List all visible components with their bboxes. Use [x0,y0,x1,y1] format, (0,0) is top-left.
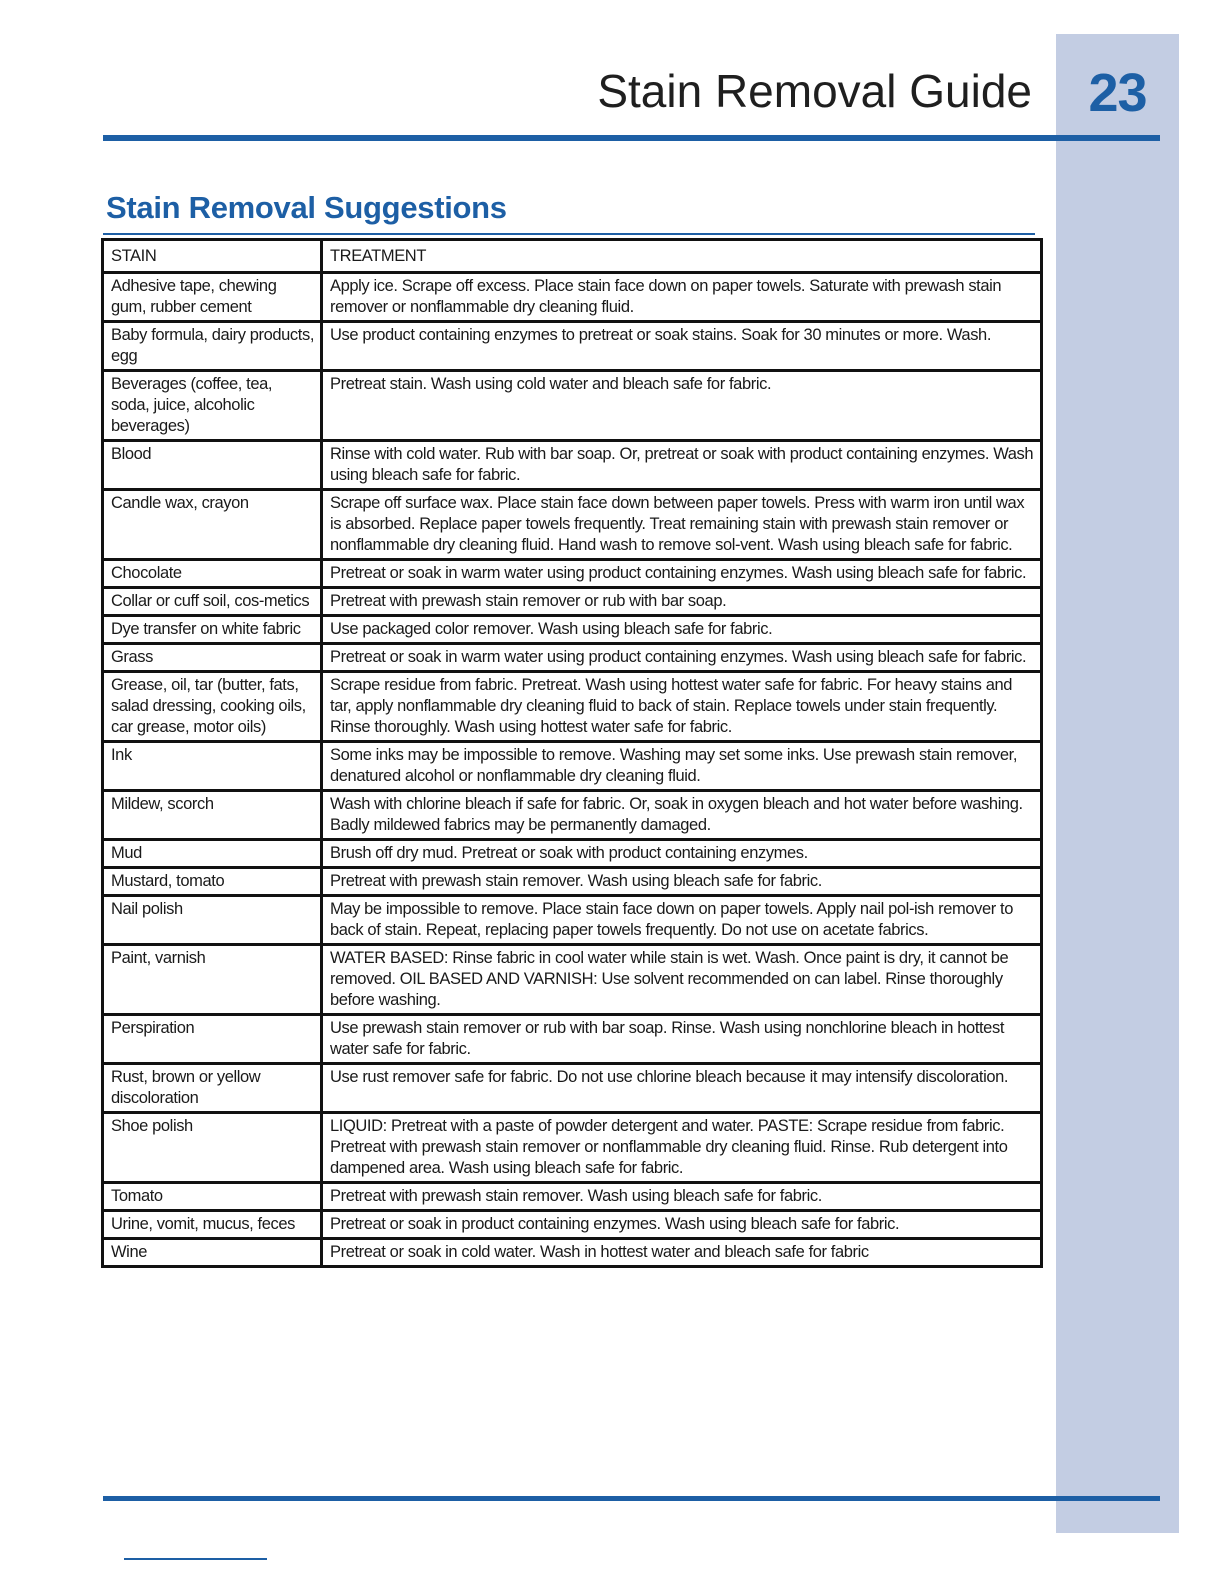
treatment-cell: Pretreat with prewash stain remover. Wash using bleach safe for fabric. [322,1183,1042,1211]
table-row [103,1113,1042,1183]
title-rule [103,135,1160,141]
table-row [103,490,1042,560]
column-header-stain: STAIN [103,240,322,273]
stain-cell: Dye transfer on white fabric [103,616,322,644]
table-row [103,588,1042,616]
treatment-cell: Rinse with cold water. Rub with bar soap. Or, pretreat or soak with product containing enzymes. Wash using bleach safe for fabric. [322,441,1042,490]
table-row [103,1239,1042,1267]
stain-cell: Beverages (coffee, tea, soda, juice, alcoholic beverages) [103,371,322,441]
treatment-cell: Apply ice. Scrape off excess. Place stain face down on paper towels. Saturate with prewash stain remover or nonflammable dry cleaning fluid. [322,273,1042,322]
bottom-rule [103,1496,1160,1501]
heading-rule [103,233,1035,235]
table-header-row [103,240,1042,273]
stain-cell: Rust, brown or yellow discoloration [103,1064,322,1113]
treatment-cell: Use rust remover safe for fabric. Do not use chlorine bleach because it may intensify discoloration. [322,1064,1042,1113]
stain-cell: Mud [103,840,322,868]
treatment-cell: Pretreat stain. Wash using cold water and bleach safe for fabric. [322,371,1042,441]
stain-cell: Ink [103,742,322,791]
treatment-cell: Pretreat or soak in warm water using product containing enzymes. Wash using bleach safe for fabric. [322,644,1042,672]
stain-cell: Perspiration [103,1015,322,1064]
table-row [103,672,1042,742]
treatment-cell: Use packaged color remover. Wash using bleach safe for fabric. [322,616,1042,644]
section-heading: Stain Removal Suggestions [106,190,507,225]
stain-cell: Tomato [103,1183,322,1211]
treatment-cell: May be impossible to remove. Place stain face down on paper towels. Apply nail pol-ish remover to back of stain. Repeat, replacing paper towels frequently. Do not use on acetate fabrics. [322,896,1042,945]
stain-cell: Collar or cuff soil, cos-metics [103,588,322,616]
treatment-cell: Use prewash stain remover or rub with bar soap. Rinse. Wash using nonchlorine bleach in hottest water safe for fabric. [322,1015,1042,1064]
table-row [103,273,1042,322]
side-tab [1056,34,1179,1533]
treatment-cell: Scrape residue from fabric. Pretreat. Wash using hottest water safe for fabric. For heavy stains and tar, apply nonflammable dry cleaning fluid to back of stain. Replace towels under stain frequently. Rinse thoroughly. Wash using hottest water safe for fabric. [322,672,1042,742]
treatment-cell: Pretreat with prewash stain remover or rub with bar soap. [322,588,1042,616]
table-row [103,896,1042,945]
table-row [103,840,1042,868]
treatment-cell: Pretreat or soak in cold water. Wash in hottest water and bleach safe for fabric [322,1239,1042,1267]
table-row [103,1064,1042,1113]
table-row [103,742,1042,791]
page-number: 23 [1088,63,1147,123]
stain-cell: Wine [103,1239,322,1267]
footer-line [124,1558,267,1560]
column-header-treatment: TREATMENT [322,240,1042,273]
treatment-cell: LIQUID: Pretreat with a paste of powder detergent and water. PASTE: Scrape residue from fabric. Pretreat with prewash stain remover or nonflammable dry cleaning fluid. Rinse. Rub detergent into dampened area. Wash using bleach safe for fabric. [322,1113,1042,1183]
stain-cell: Blood [103,441,322,490]
stain-cell: Baby formula, dairy products, egg [103,322,322,371]
stain-cell: Candle wax, crayon [103,490,322,560]
table-body [103,273,1042,1267]
table-row [103,1183,1042,1211]
treatment-cell: Pretreat or soak in product containing enzymes. Wash using bleach safe for fabric. [322,1211,1042,1239]
stain-cell: Grass [103,644,322,672]
table-row [103,616,1042,644]
stain-cell: Mildew, scorch [103,791,322,840]
stain-cell: Mustard, tomato [103,868,322,896]
treatment-cell: Use product containing enzymes to pretreat or soak stains. Soak for 30 minutes or more. Wash. [322,322,1042,371]
stain-cell: Grease, oil, tar (butter, fats, salad dressing, cooking oils, car grease, motor oils) [103,672,322,742]
table-row [103,371,1042,441]
stain-cell: Nail polish [103,896,322,945]
stain-cell: Shoe polish [103,1113,322,1183]
treatment-cell: Scrape off surface wax. Place stain face down between paper towels. Press with warm iron until wax is absorbed. Replace paper towels frequently. Treat remaining stain with prewash stain remover or nonflammable dry cleaning fluid. Hand wash to remove sol-vent. Wash using bleach safe for fabric. [322,490,1042,560]
page-title: Stain Removal Guide [597,65,1032,117]
table-row [103,441,1042,490]
stain-cell: Urine, vomit, mucus, feces [103,1211,322,1239]
treatment-cell: Wash with chlorine bleach if safe for fabric. Or, soak in oxygen bleach and hot water before washing. Badly mildewed fabrics may be permanently damaged. [322,791,1042,840]
treatment-cell: Brush off dry mud. Pretreat or soak with product containing enzymes. [322,840,1042,868]
table-row [103,560,1042,588]
table-row [103,1015,1042,1064]
stain-cell: Adhesive tape, chewing gum, rubber cement [103,273,322,322]
treatment-cell: Pretreat or soak in warm water using product containing enzymes. Wash using bleach safe for fabric. [322,560,1042,588]
table-row [103,644,1042,672]
treatment-cell: WATER BASED: Rinse fabric in cool water while stain is wet. Wash. Once paint is dry, it cannot be removed. OIL BASED AND VARNISH: Use solvent recommended on can label. Rinse thoroughly before washing. [322,945,1042,1015]
treatment-cell: Pretreat with prewash stain remover. Wash using bleach safe for fabric. [322,868,1042,896]
table-row [103,945,1042,1015]
stain-table [101,238,1043,1268]
table-row [103,1211,1042,1239]
stain-cell: Paint, varnish [103,945,322,1015]
table-row [103,868,1042,896]
stain-cell: Chocolate [103,560,322,588]
treatment-cell: Some inks may be impossible to remove. Washing may set some inks. Use prewash stain remover, denatured alcohol or nonflammable dry cleaning fluid. [322,742,1042,791]
table-row [103,791,1042,840]
table-row [103,322,1042,371]
